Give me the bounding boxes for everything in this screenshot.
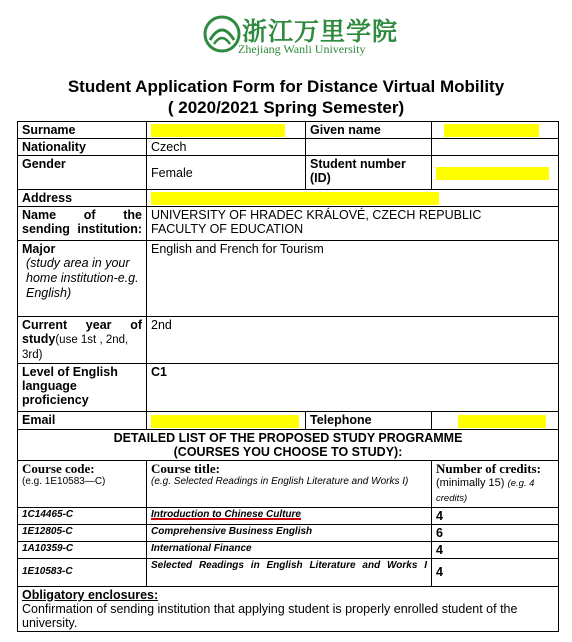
course-credits[interactable]: 4 [432,507,559,524]
major-label-cell [18,241,147,317]
surname-label: Surname [18,122,147,139]
sending-institution-line-1: UNIVERSITY OF HRADEC KRÁLOVÉ, CZECH REPUBLIC [151,208,482,223]
sending-institution-line-2: FACULTY OF EDUCATION [151,222,304,237]
year-value[interactable]: 2nd [147,317,559,364]
sending-institution-value[interactable] [147,207,559,241]
enclosures-cell [18,586,559,631]
given-name-field[interactable] [432,122,559,139]
nationality-spacer-2 [432,139,559,156]
course-title[interactable]: Selected Readings in English Literature and Works I [147,558,432,586]
nationality-spacer [306,139,432,156]
course-title-header [147,460,432,507]
surname-field[interactable] [147,122,306,139]
address-label: Address [18,190,147,207]
form-title: Student Application Form for Distance Virtual Mobility [67,77,505,96]
university-name-cn: 浙江万里学院 [242,17,399,46]
course-code-label: Course code: [22,460,95,476]
course-title[interactable] [147,507,432,524]
year-label-2: study [22,332,56,347]
study-programme-heading [18,429,559,460]
table-row [18,558,559,586]
table-row [18,524,559,541]
email-label: Email [18,412,147,429]
course-code[interactable]: 1E12805-C [18,524,147,541]
course-title-text: Introduction to Chinese Culture [151,508,301,520]
enclosures-label: Obligatory enclosures: [22,587,159,602]
university-name-en: Zhejiang Wanli University [238,42,366,56]
telephone-label: Telephone [306,412,432,429]
university-emblem-icon [202,14,242,54]
nationality-value[interactable]: Czech [147,139,306,156]
student-number-field[interactable] [432,156,559,190]
gender-label: Gender [18,156,147,190]
telephone-field[interactable] [432,412,559,429]
course-title[interactable]: Comprehensive Business English [147,524,432,541]
major-hint: (study area in your home institution-e.g. English) [26,256,139,301]
given-name-label: Given name [306,122,432,139]
course-code-hint: (e.g. 1E10583—C) [22,475,106,487]
credits-header [432,460,559,507]
major-label: Major [22,242,56,257]
credits-hint-2: (e.g. 4 credits) [436,477,535,504]
email-field[interactable] [147,412,306,429]
course-credits[interactable]: 4 [432,541,559,558]
study-programme-heading-1: DETAILED LIST OF THE PROPOSED STUDY PROGRAMME [113,430,463,445]
sending-institution-label: Name of the sending institution: [18,207,147,241]
year-hint: (use 1st , 2nd, 3rd) [22,334,129,362]
major-value[interactable]: English and French for Tourism [147,241,559,317]
credits-hint-1: (minimally 15) [436,476,505,489]
course-credits[interactable]: 4 [432,558,559,586]
course-code[interactable]: 1E10583-C [18,558,147,586]
course-title-label: Course title: [151,460,220,476]
course-code[interactable]: 1A10359-C [18,541,147,558]
table-row [18,507,559,524]
student-number-label: Student number (ID) [306,156,432,190]
address-field[interactable] [147,190,559,207]
year-label-cell [18,317,147,364]
course-code[interactable]: 1C14465-C [18,507,147,524]
university-logo [202,12,399,60]
enclosures-text: Confirmation of sending institution that applying student is properly enrolled student of the university. [22,601,518,630]
year-label: Current year of [22,318,142,333]
course-title[interactable]: International Finance [147,541,432,558]
study-programme-heading-2: (COURSES YOU CHOOSE TO STUDY): [173,444,403,459]
course-code-header [18,460,147,507]
english-level-label: Level of English language proficiency [18,364,147,412]
table-row [18,541,559,558]
form-semester: ( 2020/2021 Spring Semester) [167,98,405,117]
course-title-hint: (e.g. Selected Readings in English Literature and Works I) [151,475,409,487]
nationality-label: Nationality [18,139,147,156]
course-credits[interactable]: 6 [432,524,559,541]
credits-label: Number of credits: [436,460,541,476]
english-level-value[interactable]: C1 [147,364,559,412]
application-table [17,121,559,632]
gender-value[interactable]: Female [147,156,306,190]
